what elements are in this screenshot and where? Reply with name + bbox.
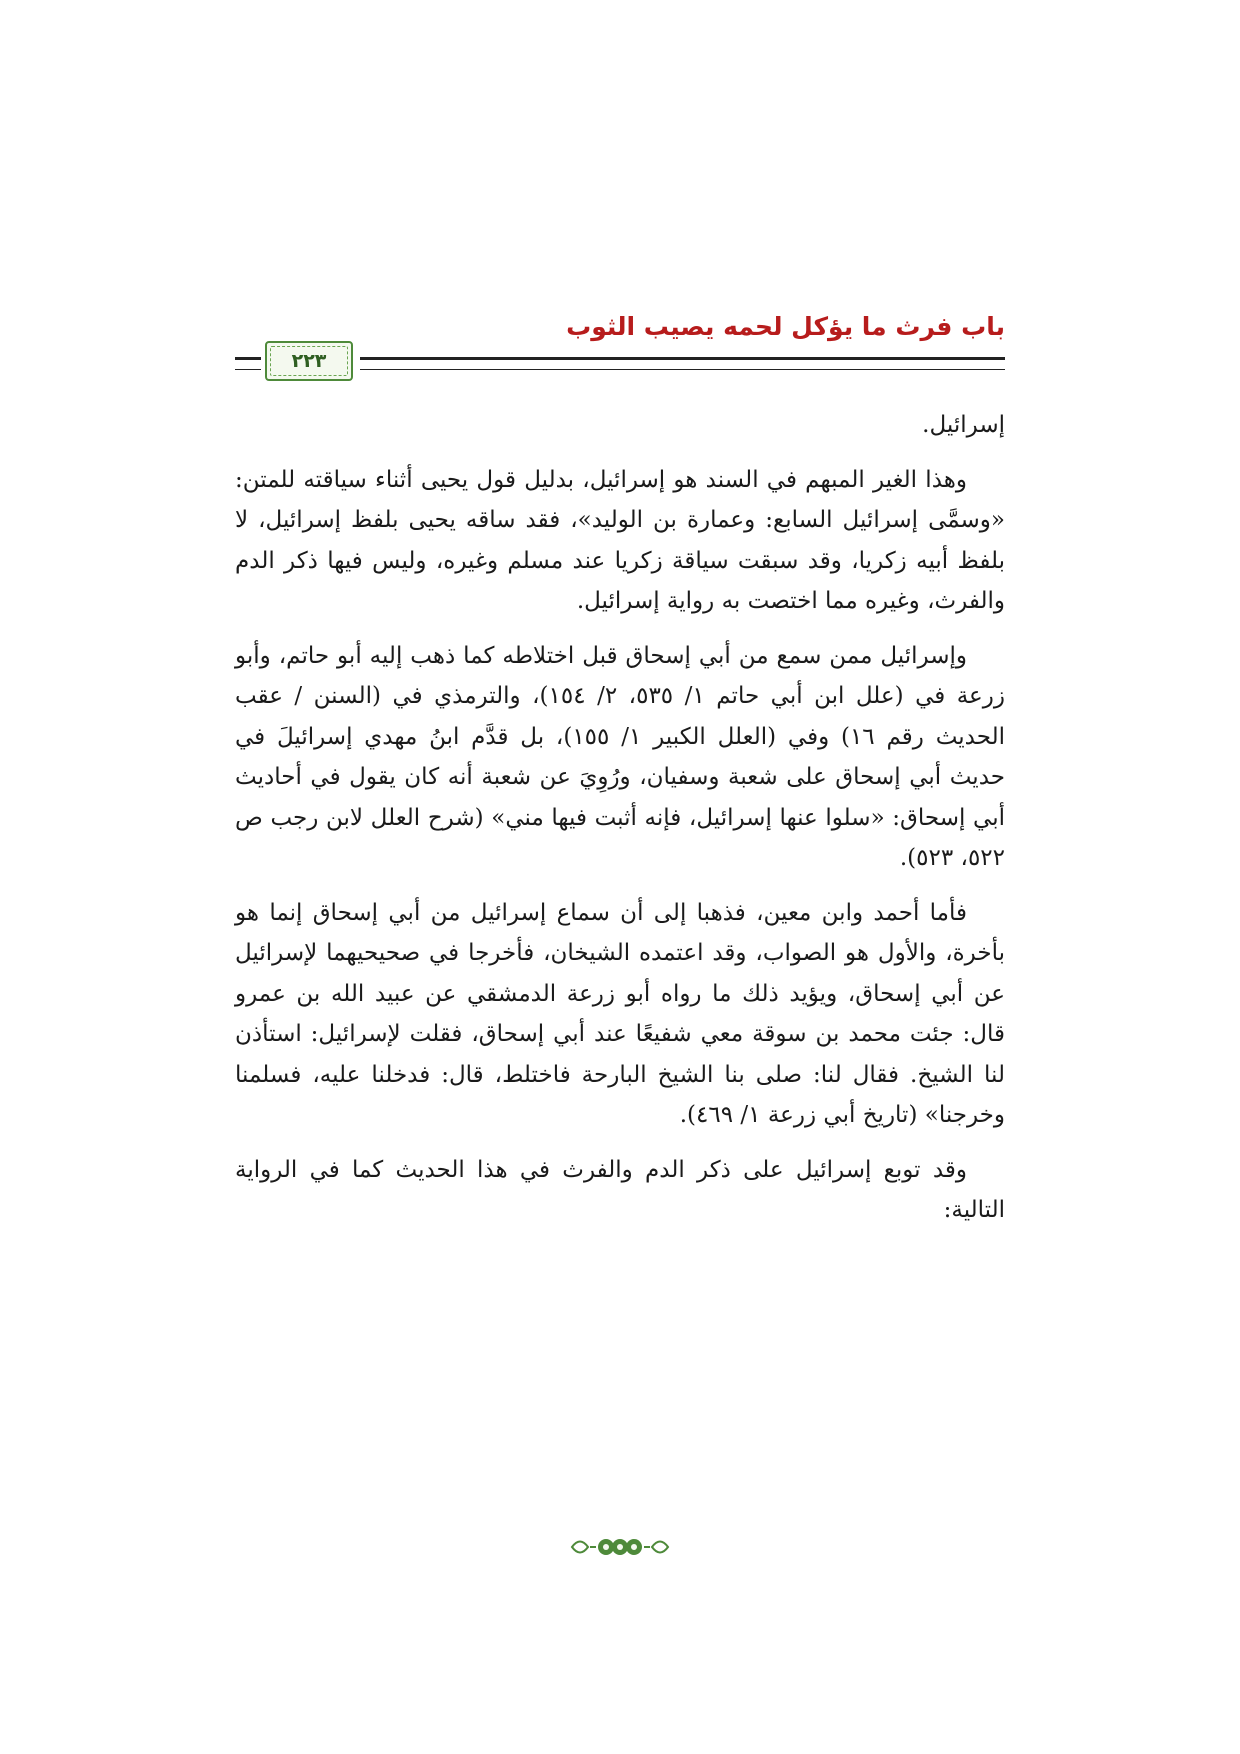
page-number: ٢٢٣: [291, 350, 327, 372]
page-header: [235, 312, 1005, 392]
paragraph-3: وإسرائيل ممن سمع من أبي إسحاق قبل اختلاطه كما ذهب إليه أبو حاتم، وأبو زرعة في (علل ابن أبي حاتم ١/ ٥٣٥، ٢/ ١٥٤)، والترمذي في (السنن / عقب الحديث رقم ١٦) وفي (العلل الكبير ١/ ١٥٥)، بل قدَّم ابنُ مهدي إسرائيلَ في حديث أبي إسحاق على شعبة وسفيان، ورُوِيَ عن شعبة أنه كان يقول في أحاديث أبي إسحاق: «سلوا عنها إسرائيل، فإنه أثبت فيها مني» (شرح العلل لابن رجب ص ٥٢٢، ٥٢٣).: [235, 642, 1005, 871]
paragraph-1: إسرائيل.: [922, 412, 1005, 438]
paragraph-2: وهذا الغير المبهم في السند هو إسرائيل، بدليل قول يحيى أثناء سياقته للمتن: «وسمَّى إسرائيل السابع: وعمارة بن الوليد»، فقد ساقه يحيى بلفظ إسرائيل، لا بلفظ أبيه زكريا، وقد سبقت سياقة زكريا عند مسلم وغيره، وليس فيها ذكر الدم والفرث، وغيره مما اختصت به رواية إسرائيل.: [235, 466, 1005, 614]
paragraph-4: فأما أحمد وابن معين، فذهبا إلى أن سماع إسرائيل من أبي إسحاق إنما هو بأخرة، والأول هو الصواب، وقد اعتمده الشيخان، فأخرجا في صحيحيهما لإسرائيل عن أبي إسحاق، ويؤيد ذلك ما رواه أبو زرعة الدمشقي عن عبيد الله بن عمرو قال: جئت محمد بن سوقة معي شفيعًا عند أبي إسحاق، فقلت لإسرائيل: استأذن لنا الشيخ. فقال لنا: صلى بنا الشيخ البارحة فاختلط، قال: فدخلنا عليه، فسلمنا وخرجنا» (تاريخ أبي زرعة ١/ ٤٦٩).: [235, 899, 1005, 1128]
page-number-badge: [265, 341, 353, 381]
header-rule-left: [235, 357, 261, 370]
footer-ornament-icon: [570, 1532, 670, 1562]
paragraph-5: وقد توبع إسرائيل على ذكر الدم والفرث في هذا الحديث كما في الرواية التالية:: [235, 1156, 1005, 1223]
chapter-title: باب فرث ما يؤكل لحمه يصيب الثوب: [566, 312, 1005, 341]
header-rule-right: [360, 357, 1005, 370]
page-body: [235, 405, 1005, 1245]
